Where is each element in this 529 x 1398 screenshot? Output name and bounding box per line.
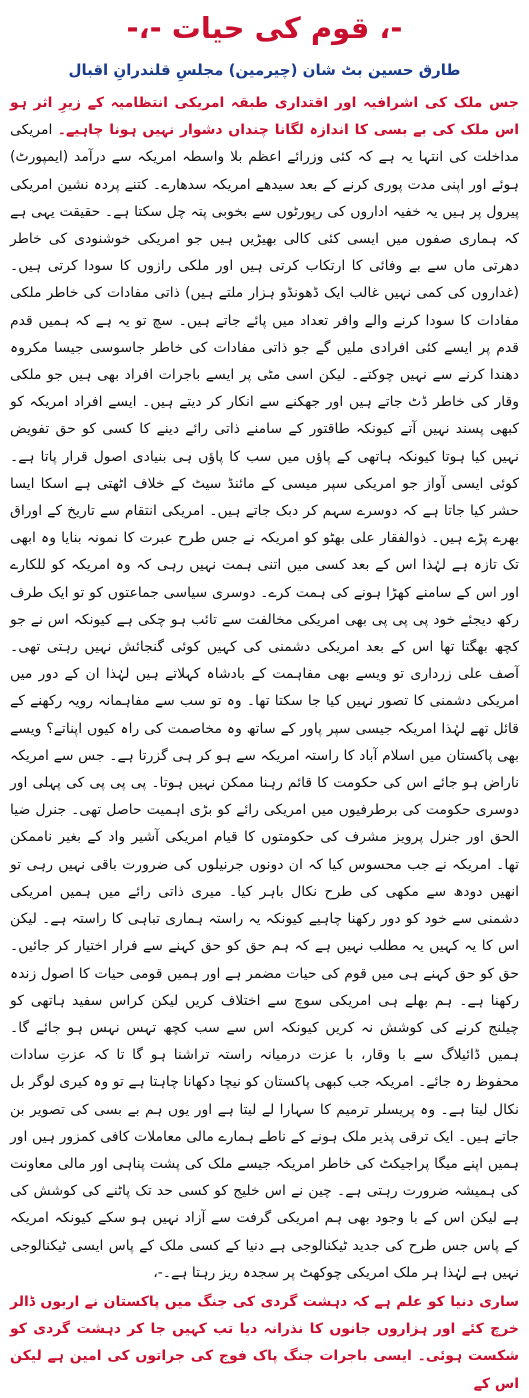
article-closing-paragraph: ساری دنیا کو علم ہے کہ دہشت گردی کی جنگ میں پاکستان نے اربوں ڈالر خرچ کئے اور ہزاروں جانوں کا نذرانہ دیا تب کہیں جا کر دہشت گردی کو شکست ہوئی۔ ایسی باجرات جنگ پاک فوج کی جراتوں کی امین ہے لیکن اس کے [10, 1293, 519, 1392]
article-title: -، قوم کی حیات -،- [126, 11, 403, 45]
article-byline: طارق حسین بٹ شان (چیرمین) مجلسِ قلندرانِ اقبال [68, 61, 461, 79]
article-body [10, 90, 519, 1287]
article-header [10, 0, 519, 90]
article-lead: جس ملک کی اشرافیہ اور اقتداری طبقہ امریکی انتظامیہ کے زیرِ اثر ہو اس ملک کی بے بسی کا اندازہ لگانا چنداں دشوار نہیں ہونا چاہیے۔ [10, 95, 520, 139]
article-body-text: امریکی مداخلت کی انتہا یہ ہے کہ کئی وزرائے اعظم بلا واسطہ امریکہ سے درآمد (ایمپورٹ) ہوئے اور اپنی مدت پوری کرنے کے بعد سیدھے امریکہ سدھارے۔ کتنے پردہ نشین امریکی پیرول پر ہیں یہ خفیہ اداروں کی رپورٹوں سے بخوبی پتہ چل سکتا ہے۔ حقیقت یہی ہے کہ ہماری صفوں میں ایسی کئی کالی بھیڑیں ہیں جو امریکی خوشنودی کی خاطر دھرتی ماں سے بے وفائی کا ارتکاب کرتی ہیں اور ملکی رازوں کا سودا کرتی ہیں۔ (غداروں کی کمی نہیں غالب ایک ڈھونڈو ہزار ملتے ہیں) ذاتی مفادات کی خاطر ملکی مفادات کا سودا کرنے والے وافر تعداد میں پائے جاتے ہیں۔ سچ تو یہ ہے کہ ہمیں قدم قدم پر ایسے کئی افرادی ملیں گے جو ذاتی مفادات کی خاطر جاسوسی جیسا مکروہ دھندا کرنے سے نہیں چوکتے۔ لیکن اسی مٹی پر ایسے باجرات افراد بھی ہیں جو ملکی وقار کی خاطر ڈٹ جاتے ہیں اور جھکنے سے انکار کر دیتے ہیں۔ ایسے افراد امریکہ کو کبھی پسند نہیں آتے کیونکہ طاقتور کے سامنے ذاتی رائے دینے کا کسی کو حق تفویض نہیں کیا ہوتا کیونکہ ہاتھی کے پاؤں میں سب کا پاؤں ہی بنیادی اصول قرار پاتا ہے۔ کوئی ایسی آواز جو امریکی سپر میسی کے مائنڈ سیٹ کے خلاف اٹھتی ہے اسکا ایسا حشر کیا جاتا ہے کہ دوسرے سہم کر دبک جاتے ہیں۔ امریکی انتقام سے تاریخ کے اوراق بھرے پڑے ہیں۔ ذوالفقار علی بھٹو کو امریکہ نے جس طرح عبرت کا نمونہ بنایا وہ ابھی تک تازہ ہے لہٰذا اس کے بعد کسی میں اتنی ہمت نہیں رہی کہ وہ امریکہ کو للکارے اور اس کے سامنے کھڑا ہونے کی ہمت کرے۔ دوسری سیاسی جماعتوں کو تو ایک طرف رکھ دیجئے خود پی پی پی بھی امریکی مخالفت سے تائب ہو چکی ہے کیونکہ اس نے جو کچھ بھگتا تھا اس کے بعد امریکی دشمنی کی کہیں کوئی گنجائش نہیں رہتی تھی۔ آصف علی زرداری تو ویسے بھی مفاہمت کے بادشاہ کہلاتے ہیں لہٰذا ان کے دور میں امریکی دشمنی کا تصور نہیں کیا جا سکتا تھا۔ وہ تو سب سے مفاہمانہ رویہ رکھنے کے قائل تھے لہٰذا امریکہ جیسی سپر پاور کے ساتھ وہ مخاصمت کی راہ کیوں اپناتے؟ ویسے بھی پاکستان میں اسلام آباد کا راستہ امریکہ سے ہو کر ہی گزرتا ہے۔ جس سے امریکہ ناراض ہو جائے اس کی حکومت کا قائم رہنا ممکن نہیں ہوتا۔ پی پی پی کی پہلی اور دوسری حکومت کی برطرفیوں میں امریکی رائے کو بڑی اہمیت حاصل تھی۔ جنرل ضیا الحق اور جنرل پرویز مشرف کی حکومتوں کا قیام امریکی آشیر واد کے بغیر ناممکن تھا۔ امریکہ نے جب محسوس کیا کہ ان دونوں جرنیلوں کی ضرورت باقی نہیں رہی تو انھیں دودھ سے مکھی کی طرح نکال باہر کیا۔ میری ذاتی رائے میں ہمیں امریکی دشمنی سے خود کو دور رکھنا چاہیے کیونکہ یہ راستہ ہماری تباہی کا راستہ ہے۔ لیکن اس کا یہ کہیں یہ مطلب نہیں ہے کہ ہم حق کو حق کہنے سے فرار اختیار کر جائیں۔ حق کو حق کہنے ہی میں قوم کی حیات مضمر ہے اور ہمیں قومی حیات کا اصول زندہ رکھنا ہے۔ ہم بھلے ہی امریکی سوچ سے اختلاف کریں لیکن کراس سفید ہاتھی کو چیلنج کرنے کی کوشش نہ کریں کیونکہ اس سے سب کچھ تہس نہس ہو جائے گا۔ ہمیں ڈائیلاگ سے با وقار، با عزت درمیانہ راستہ تراشنا ہو گا تا کہ عزتِ سادات محفوظ رہ جائے۔ امریکہ جب کبھی پاکستان کو نیچا دکھانا چاہتا ہے تو وہ کیری لوگر بل نکال لیتا ہے۔ وہ پریسلر ترمیم کا سہارا لے لیتا ہے اور یوں ہم بے بسی کی تصویر بن جاتے ہیں۔ ایک ترقی پذیر ملک ہونے کے ناطے ہمارے مالی معاملات کافی کمزور ہیں اور ہمیں اپنے میگا پراجیکٹ کی خاطر امریکہ جیسے ملک کی پشت پناہی اور مالی معاونت کی ہمیشہ ضرورت رہتی ہے۔ چین نے اس خلیج کو کسی حد تک پاٹنے کی کوشش کی ہے لیکن اس کے با وجود بھی ہم امریکی گرفت سے آزاد نہیں ہو سکے کیونکہ امریکہ کے پاس جس طرح کی جدید ٹیکنالوجی ہے دنیا کے کسی ملک کے پاس ایسی ٹیکنالوجی نہیں ہے لہٰذا ہر ملک امریکی چوکھٹ پر سجدہ ریز رہتا ہے۔-، [10, 122, 519, 1281]
